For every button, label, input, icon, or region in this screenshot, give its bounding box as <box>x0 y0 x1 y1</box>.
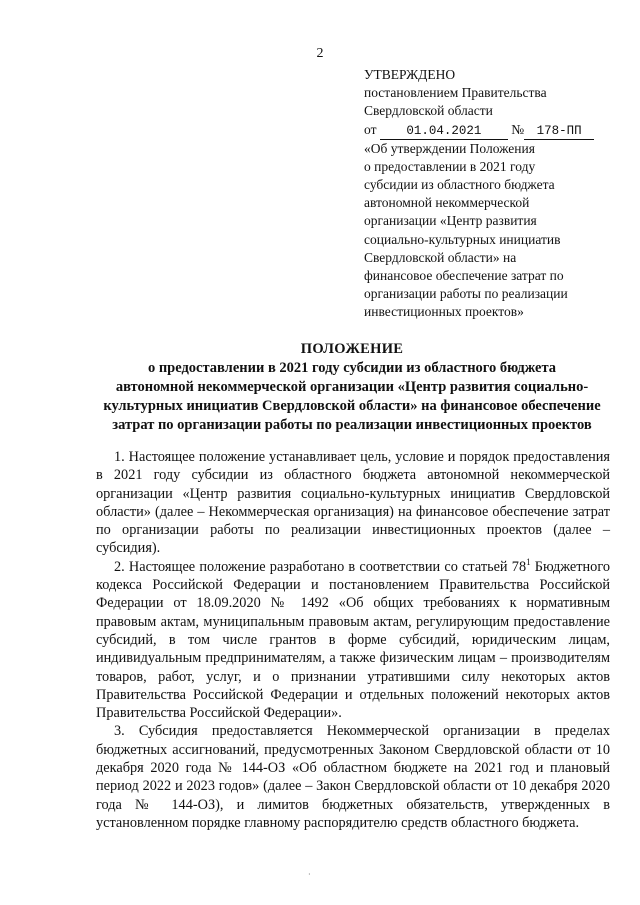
title-line: о предоставлении в 2021 году субсидии из областного бюджета <box>147 360 557 376</box>
document-body <box>96 448 610 832</box>
approval-stamp <box>364 66 614 322</box>
subject-line: инвестиционных проектов» <box>364 304 524 320</box>
number-sign: № <box>511 121 525 137</box>
subject-line: организации «Центр развития <box>364 213 537 229</box>
approved-label: УТВЕРЖДЕНО <box>364 67 456 82</box>
article-superscript: 1 <box>526 557 531 568</box>
title-heading: ПОЛОЖЕНИЕ <box>300 341 404 357</box>
approval-date-line <box>364 121 614 140</box>
page-number: 2 <box>316 46 324 61</box>
approval-line-2: Свердловской области <box>364 103 493 119</box>
subject-line: автономной некоммерческой <box>364 195 530 211</box>
subject-line: «Об утверждении Положения <box>364 140 535 156</box>
paragraph-2-start: 2. Настоящее положение разработано в соответствии со статьей 78 <box>114 558 527 575</box>
title-line: культурных инициатив Свердловской области» на финансовое обеспечение <box>103 398 601 414</box>
paragraph-2 <box>96 558 610 723</box>
subject-line: субсидии из областного бюджета <box>364 177 555 193</box>
footer-mark: · <box>308 870 311 879</box>
paragraph-2-rest: Бюджетного кодекса Российской Федерации и постановлением Правительства Российской Федерации от 18.09.2020 № 1492 «Об общих требованиях к нормативным правовым актам, муниципальным правовым актам, регулирующим предоставление субсидий, в том числе грантов в форме субсидий, юридическим лицам, индивидуальным предпринимателям, а также физическим лицам – производителям товаров, работ, услуг, и о признании утратившими силу некоторых актов Правительства Российской Федерации и отдельных положений некоторых актов Правительства Российской Федерации». <box>96 558 610 722</box>
approval-number: 178-ПП <box>524 124 594 140</box>
document-title <box>96 340 608 435</box>
subject-line: о предоставлении в 2021 году <box>364 158 536 174</box>
paragraph-3: 3. Субсидия предоставляется Некоммерческой организации в пределах бюджетных ассигнований, предусмотренных Законом Свердловской области от 10 декабря 2020 года № 144-ОЗ «Об областном бюджете на 2021 год и плановый период 2022 и 2023 годов» (далее – Закон Свердловской области от 10 декабря 2020 года № 144-ОЗ), и лимитов бюджетных обязательств, утвержденных в установленном порядке главному распорядителю средств областного бюджета. <box>96 723 610 831</box>
subject-line: финансовое обеспечение затрат по <box>364 268 564 284</box>
title-line: автономной некоммерческой организации «Центр развития социально- <box>115 379 589 395</box>
paragraph-1: 1. Настоящее положение устанавливает цель, условие и порядок предоставления в 2021 году субсидии из областного бюджета автономной некоммерческой организации «Центр развития социально-культурных инициатив Свердловской области» (далее – Некоммерческая организация) на финансовое обеспечение затрат по организации работы по реализации инвестиционных проектов (далее – субсидия). <box>96 449 610 557</box>
subject-line: социально-культурных инициатив <box>364 231 561 247</box>
from-label: от <box>364 121 377 137</box>
subject-line: организации работы по реализации <box>364 286 568 302</box>
approval-date: 01.04.2021 <box>380 124 508 140</box>
subject-line: Свердловской области» на <box>364 249 517 265</box>
approval-line-1: постановлением Правительства <box>364 85 547 101</box>
title-line: затрат по организации работы по реализации инвестиционных проектов <box>112 417 592 433</box>
